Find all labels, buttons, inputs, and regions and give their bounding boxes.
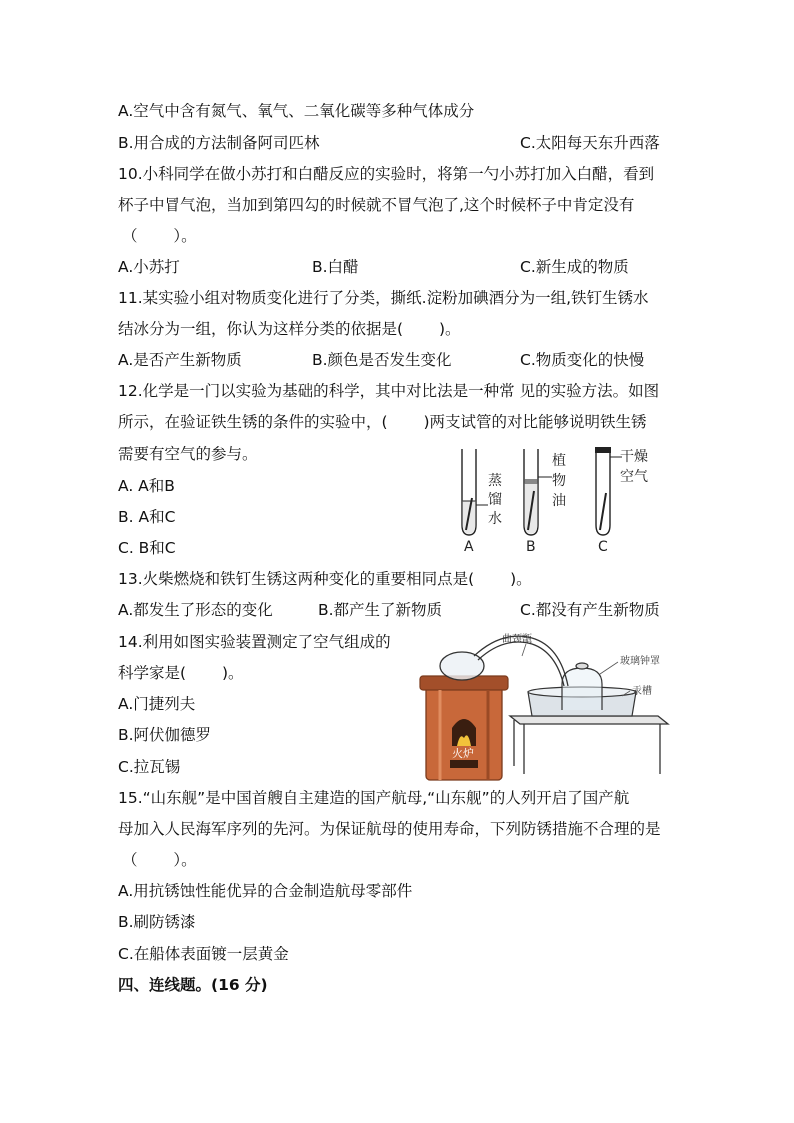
lab-table <box>510 716 668 774</box>
q14-option-c: C.拉瓦锡 <box>118 758 181 776</box>
tube-a-label-2: 馏 <box>488 492 502 508</box>
q10-text-line2: 杯子中冒气泡，当加到第四勾的时候就不冒气泡了,这个时候杯子中肯定没有 <box>118 196 635 214</box>
tube-a-letter: A <box>464 539 474 555</box>
furnace-label: 火炉 <box>452 747 474 760</box>
q12-text-line2: 所示，在验证铁生锈的条件的实验中，( )两支试管的对比能够说明铁生锈 <box>118 413 647 431</box>
retort-label: 曲颈甑 <box>502 634 532 645</box>
q13-option-a: A.都发生了形态的变化 <box>118 601 273 619</box>
q11-text-line2: 结冰分为一组，你认为这样分类的依据是( )。 <box>118 320 461 338</box>
q13-option-c: C.都没有产生新物质 <box>520 601 660 619</box>
q10-option-b: B.白醋 <box>312 258 359 276</box>
test-tube-c <box>595 447 622 535</box>
q9-option-b: B.用合成的方法制备阿司匹林 <box>118 134 320 152</box>
tube-a-label-1: 蒸 <box>488 473 502 489</box>
section-4-heading: 四、连线题。(16 分) <box>118 976 268 994</box>
rust-test-tubes-figure <box>452 443 662 555</box>
tube-b-label-2: 物 <box>552 473 566 489</box>
q14-text-line1: 14.利用如图实验装置测定了空气组成的 <box>118 633 391 651</box>
q12-option-c: C. B和C <box>118 539 176 557</box>
q11-option-a: A.是否产生新物质 <box>118 351 242 369</box>
q10-text-line3: （ ）。 <box>122 227 197 245</box>
tube-b-letter: B <box>526 539 536 555</box>
q11-option-b: B.颜色是否发生变化 <box>312 351 452 369</box>
furnace <box>420 676 508 780</box>
q15-option-b: B.刷防锈漆 <box>118 913 196 931</box>
q15-text-line3: （ ）。 <box>122 851 197 869</box>
q10-text-line1: 10.小科同学在做小苏打和白醋反应的实验时，将第一勺小苏打加入白醋，看到 <box>118 165 655 183</box>
q12-option-b: B. A和C <box>118 508 176 526</box>
test-tube-a <box>462 449 488 535</box>
q15-option-c: C.在船体表面镀一层黄金 <box>118 945 289 963</box>
q15-text-line1: 15.“山东舰”是中国首艘自主建造的国产航母,“山东舰”的人列开启了国产航 <box>118 789 630 807</box>
q12-option-a: A. A和B <box>118 477 175 495</box>
tube-b-label-3: 油 <box>552 493 566 509</box>
test-tube-b <box>524 449 552 535</box>
q12-text-line3: 需要有空气的参与。 <box>118 445 258 463</box>
tube-c-letter: C <box>598 539 608 555</box>
tube-b-label-1: 植 <box>552 453 566 469</box>
q13-text-line1: 13.火柴燃烧和铁钉生锈这两种变化的重要相同点是( )。 <box>118 570 532 588</box>
q10-option-c: C.新生成的物质 <box>520 258 629 276</box>
bell-jar-label: 玻璃钟罩 <box>620 656 660 667</box>
q12-text-line1: 12.化学是一门以实验为基础的科学，其中对比法是一种常 见的实验方法。如图 <box>118 382 660 400</box>
q14-text-line2: 科学家是( )。 <box>118 664 244 682</box>
trough-label: 汞槽 <box>632 686 652 697</box>
glass-bell-jar <box>562 663 602 710</box>
tube-c-label-1: 干燥 <box>620 449 648 465</box>
q14-option-a: A.门捷列夫 <box>118 695 196 713</box>
q9-option-a: A.空气中含有氮气、氧气、二氧化碳等多种气体成分 <box>118 102 475 120</box>
q11-option-c: C.物质变化的快慢 <box>520 351 645 369</box>
q15-text-line2: 母加入人民海军序列的先河。为保证航母的使用寿命，下列防锈措施不合理的是 <box>118 820 661 838</box>
q9-option-c: C.太阳每天东升西落 <box>520 134 660 152</box>
q11-text-line1: 11.某实验小组对物质变化进行了分类，撕纸.淀粉加碘酒分为一组,铁钉生锈水 <box>118 289 649 307</box>
lavoisier-apparatus-figure <box>410 628 672 783</box>
q13-option-b: B.都产生了新物质 <box>318 601 443 619</box>
q15-option-a: A.用抗锈蚀性能优异的合金制造航母零部件 <box>118 882 413 900</box>
tube-a-label-3: 水 <box>488 511 502 527</box>
q14-option-b: B.阿伏伽德罗 <box>118 726 212 744</box>
tube-c-label-2: 空气 <box>620 469 648 485</box>
q10-option-a: A.小苏打 <box>118 258 180 276</box>
